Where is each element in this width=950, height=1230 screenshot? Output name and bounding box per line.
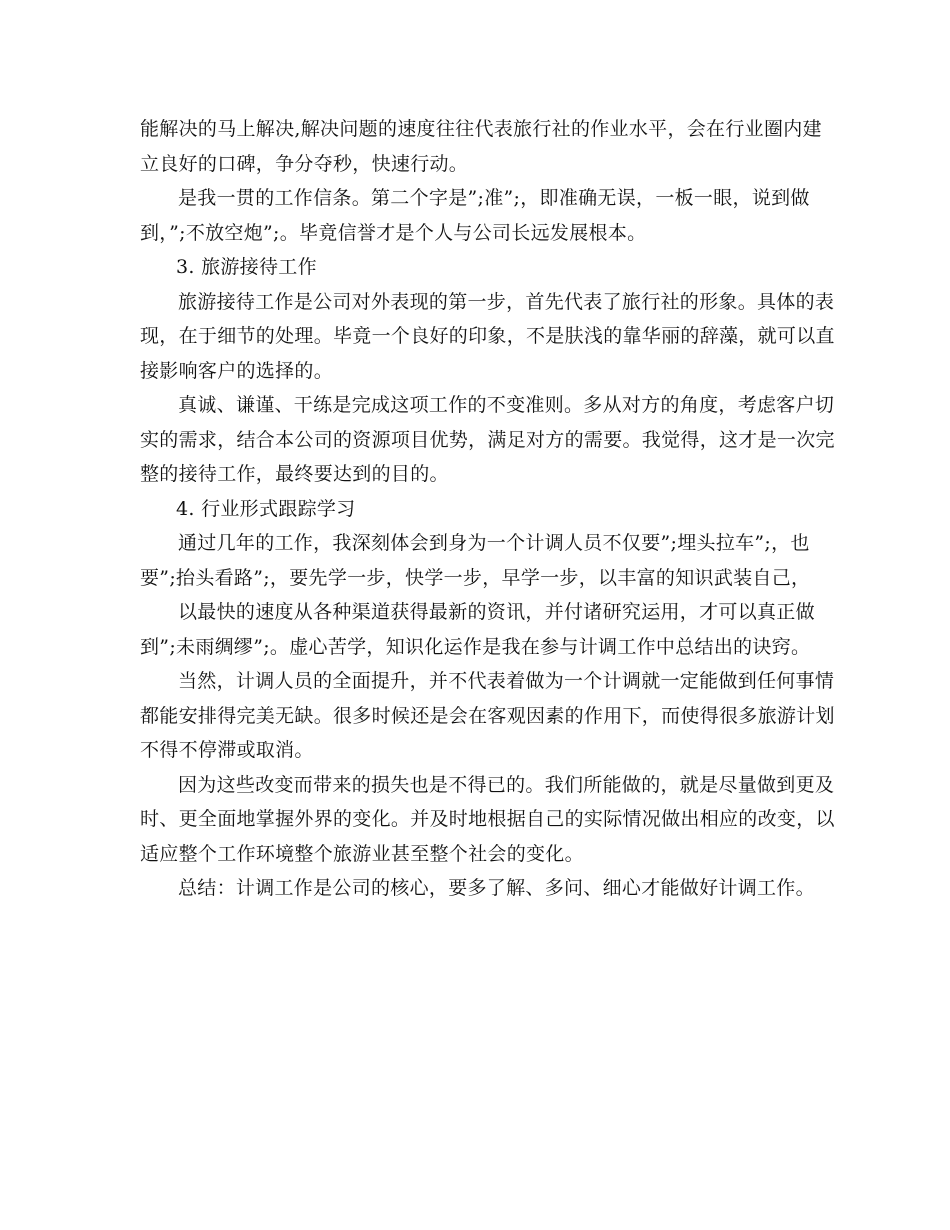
paragraph-first-line: 旅游接待工作是公司对外表现的第一步，首先代表了旅行社的形象。具体的表 xyxy=(178,290,835,313)
body-line: 都能安排得完美无缺。很多时候还是会在客观因素的作用下，而使得很多旅游计划 xyxy=(140,704,835,727)
body-line: 适应整个工作环境整个旅游业甚至整个社会的变化。 xyxy=(140,842,584,865)
section-heading: 4. 行业形式跟踪学习 xyxy=(176,497,356,520)
summary-line: 总结：计调工作是公司的核心，要多了解、多问、细心才能做好计调工作。 xyxy=(178,877,815,899)
body-line: 到，”;不放空炮”;。毕竟信誉才是个人与公司长远发展根本。 xyxy=(140,221,647,244)
body-line: 要”;抬头看路”;，要先学一步，快学一步，早学一步，以丰富的知识武装自己， xyxy=(140,566,811,589)
body-line: 到”;未雨绸缪”;。虚心苦学，知识化运作是我在参与计调工作中总结出的诀窍。 xyxy=(140,635,811,658)
paragraph-first-line: 当然，计调人员的全面提升，并不代表着做为一个计调就一定能做到任何事情 xyxy=(178,670,835,692)
paragraph-first-line: 是我一贯的工作信条。第二个字是”;准”;，即准确无误，一板一眼，说到做 xyxy=(178,187,810,209)
paragraph-first-line: 通过几年的工作，我深刻体会到身为一个计调人员不仅要”;埋头拉车”;，也 xyxy=(178,532,810,554)
paragraph-first-line: 真诚、谦谨、干练是完成这项工作的不变准则。多从对方的角度，考虑客户切 xyxy=(178,394,835,416)
body-line: 实的需求，结合本公司的资源项目优势，满足对方的需要。我觉得，这才是一次完 xyxy=(140,428,835,451)
body-line: 现，在于细节的处理。毕竟一个良好的印象，不是肤浅的靠华丽的辞藻，就可以直 xyxy=(140,325,835,347)
body-line: 整的接待工作，最终要达到的目的。 xyxy=(140,463,449,485)
section-heading: 3. 旅游接待工作 xyxy=(176,256,317,278)
body-line: 不得不停滞或取消。 xyxy=(140,739,314,761)
body-line: 立良好的口碑，争分夺秒，快速行动。 xyxy=(140,152,469,175)
body-line: 接影响客户的选择的。 xyxy=(140,359,334,382)
paragraph-first-line: 因为这些改变而带来的损失也是不得已的。我们所能做的，就是尽量做到更及 xyxy=(178,773,835,796)
body-line: 能解决的马上解决,解决问题的速度往往代表旅行社的作业水平，会在行业圈内建 xyxy=(140,118,822,140)
document-body xyxy=(140,112,835,906)
paragraph-first-line: 以最快的速度从各种渠道获得最新的资讯，并付诸研究运用，才可以真正做 xyxy=(178,601,815,623)
body-line: 时、更全面地掌握外界的变化。并及时地根据自己的实际情况做出相应的改变，以 xyxy=(140,808,835,830)
